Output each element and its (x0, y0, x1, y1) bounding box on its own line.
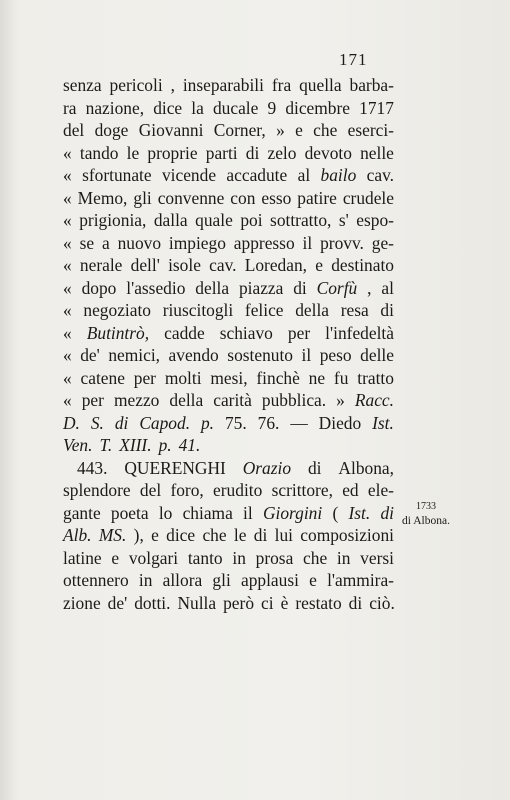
word: D. (63, 412, 80, 433)
word: Corner, (213, 120, 266, 140)
text-line (63, 277, 394, 300)
word: le (233, 525, 247, 545)
word: dice (153, 97, 183, 118)
word: mezzo (113, 390, 160, 410)
word: proprie (147, 142, 198, 163)
word: riuscitogli (162, 300, 234, 320)
word: ducale (212, 97, 259, 118)
word: se (79, 232, 95, 253)
word: devoto (304, 142, 352, 163)
word: doge (94, 120, 129, 140)
word: è (280, 592, 289, 613)
word: bailo (320, 165, 357, 185)
word: nazione, (85, 97, 145, 118)
word: sfortunate (82, 165, 152, 185)
word: S. (90, 412, 104, 433)
word: ci (261, 592, 274, 613)
word: de' (107, 592, 128, 613)
word: del (139, 480, 162, 500)
word: , (367, 277, 372, 298)
word: mesi, (210, 367, 248, 388)
word: l'assedio (126, 277, 186, 298)
word: ele- (367, 480, 394, 500)
margin-note-year: 1733 (416, 501, 436, 512)
word: lo (158, 502, 173, 523)
word: Butintrò, (86, 322, 150, 343)
word: in (138, 570, 153, 590)
word: al (297, 165, 311, 185)
word: fu (333, 367, 349, 388)
word: di (245, 142, 260, 163)
word: p. (200, 412, 215, 433)
word: « (63, 300, 72, 320)
word: Albona, (338, 457, 394, 478)
word: ra (63, 97, 77, 118)
word: Racc. (354, 390, 394, 410)
word: ne (308, 367, 326, 388)
word: dicembre (285, 97, 351, 118)
word: « (63, 322, 72, 343)
word: Nulla (177, 592, 217, 613)
word: Corfù (316, 277, 358, 298)
word: dopo (81, 277, 117, 298)
word: de' (80, 345, 100, 365)
word: provv. (320, 232, 364, 253)
word: ottennero (63, 570, 129, 590)
word: di (253, 525, 268, 545)
word: tratto (357, 367, 394, 388)
word: per (287, 322, 311, 343)
word: » (336, 390, 345, 410)
word: « (63, 277, 72, 298)
word: al (381, 277, 394, 298)
word: dice (166, 525, 196, 545)
word: splendore (63, 480, 131, 500)
word: nemici, (108, 345, 160, 365)
word: XIII. (119, 435, 152, 455)
page-number: 171 (339, 50, 368, 69)
text-line (63, 457, 394, 480)
word: gli (133, 187, 152, 208)
word: 1717 (359, 97, 394, 118)
word: ), (133, 525, 144, 545)
word: della (169, 390, 204, 410)
word: « (63, 367, 72, 388)
word: » (276, 120, 285, 140)
word: restato (295, 592, 342, 613)
word: piazza (238, 277, 284, 298)
word: Giorgini (262, 502, 323, 523)
word: pubblica. (261, 390, 327, 410)
word: scrittore, (271, 480, 333, 500)
word: e (295, 120, 303, 140)
word: foro, (170, 480, 204, 500)
word: barba- (349, 75, 394, 95)
word: cav. (209, 255, 237, 275)
body-text (63, 74, 394, 614)
word: in (232, 547, 246, 568)
word: latine (63, 547, 102, 568)
word: 41. (178, 435, 201, 455)
word: per (133, 367, 156, 388)
word: cadde (164, 322, 205, 343)
word: Ven. (63, 435, 93, 455)
text-line (63, 344, 394, 367)
word: poeta (110, 502, 149, 523)
text-line (63, 164, 394, 187)
word: resa (340, 300, 369, 320)
word: tanto (187, 547, 223, 568)
word: volgari (128, 547, 179, 568)
word: destinato (331, 255, 394, 275)
word: che (202, 525, 227, 545)
word: isole (168, 255, 201, 275)
text-line (63, 142, 394, 165)
word: fra (271, 75, 292, 95)
word: gante (63, 502, 101, 523)
word: allora (162, 570, 203, 590)
word: lui (274, 525, 293, 545)
word: nerale (79, 255, 123, 275)
word: nuovo (117, 232, 162, 253)
word: il (302, 232, 313, 253)
word: dalla (153, 210, 188, 230)
word: esso (261, 187, 292, 208)
word: erudito (213, 480, 263, 500)
word: dotti. (134, 592, 171, 613)
word: p. (158, 435, 172, 455)
word: s' (338, 210, 349, 230)
word: la (191, 97, 204, 118)
word: della (195, 277, 230, 298)
word: eserci- (347, 120, 394, 140)
word: inseparabili (182, 75, 264, 95)
word: tando (79, 142, 119, 163)
word: il (301, 345, 312, 365)
word: ge- (371, 232, 394, 253)
word: composizioni (300, 525, 394, 545)
word: negoziato (83, 300, 151, 320)
word: molti (164, 367, 202, 388)
word: quella (299, 75, 342, 95)
margin-note (396, 500, 456, 528)
word: applausi (240, 570, 299, 590)
word: versi (360, 547, 394, 568)
word: gli (212, 570, 231, 590)
word: QUERENGHI (124, 457, 226, 478)
word: Alb. (63, 525, 92, 545)
word: Memo, (77, 187, 128, 208)
text-line (63, 254, 394, 277)
word: « (63, 232, 72, 253)
word: pericoli (109, 75, 163, 95)
word: sostenuto (227, 345, 293, 365)
word: l'infedeltà (325, 322, 394, 343)
text-line (63, 547, 394, 570)
word: zione (63, 592, 101, 613)
word: 75. (224, 412, 247, 433)
text-line (63, 299, 394, 322)
word: prosa (255, 547, 294, 568)
word: le (126, 142, 140, 163)
word: zelo (267, 142, 297, 163)
word: crudele (342, 187, 394, 208)
word: convenne (157, 187, 225, 208)
word: di (348, 592, 363, 613)
word: senza (63, 75, 102, 95)
word: finchè (256, 367, 300, 388)
word: « (63, 255, 72, 275)
text-line (63, 569, 394, 592)
word: « (63, 390, 72, 410)
word: Ist. (348, 502, 371, 523)
text-line (63, 389, 394, 412)
word: MS. (98, 525, 127, 545)
word: « (63, 210, 72, 230)
word: ( (332, 502, 339, 523)
word: Ist. (372, 412, 394, 433)
word: avendo (168, 345, 219, 365)
word: l'ammira- (327, 570, 394, 590)
word: catene (80, 367, 125, 388)
margin-note-place: di Albona. (402, 515, 450, 527)
word: il (243, 502, 253, 523)
word: di (380, 300, 394, 320)
word: Diedo (318, 412, 362, 433)
word: accadute (226, 165, 288, 185)
word: del (63, 120, 85, 140)
word: Loredan, (244, 255, 308, 275)
word: parti (205, 142, 238, 163)
word: — (290, 412, 308, 433)
text-line (63, 502, 394, 525)
word: appresso (233, 232, 295, 253)
word: chiama (182, 502, 233, 523)
text-line (63, 119, 394, 142)
text-line (63, 367, 394, 390)
word: ed (342, 480, 359, 500)
word: quale (195, 210, 233, 230)
word: poi (240, 210, 263, 230)
word: , (170, 75, 175, 95)
word: vicende (161, 165, 217, 185)
word: cav. (366, 165, 394, 185)
text-line (63, 187, 394, 210)
word: T. (99, 435, 113, 455)
word: 9 (267, 97, 277, 118)
word: della (295, 300, 330, 320)
word: 443. (77, 457, 108, 478)
word: con (230, 187, 256, 208)
word: e (151, 525, 159, 545)
word: « (63, 142, 72, 163)
word: di (293, 277, 307, 298)
text-line (63, 434, 394, 457)
word: espo- (356, 210, 394, 230)
word: impiego (168, 232, 226, 253)
word: delle (360, 345, 394, 365)
text-line (63, 592, 394, 615)
text-line (63, 209, 394, 232)
word: schiavo (219, 322, 273, 343)
word: in (336, 547, 351, 568)
word: nelle (360, 142, 394, 163)
word: e (111, 547, 120, 568)
word: Giovanni (138, 120, 204, 140)
word: 76. (257, 412, 280, 433)
word: ciò. (369, 592, 395, 613)
word: e (315, 255, 323, 275)
word: Orazio (242, 457, 292, 478)
word: felice (244, 300, 284, 320)
word: per (81, 390, 104, 410)
word: a (101, 232, 110, 253)
word: patire (297, 187, 337, 208)
text-line (63, 479, 394, 502)
text-line (63, 524, 394, 547)
word: dell' (130, 255, 160, 275)
word: « (63, 345, 72, 365)
word: e (309, 570, 317, 590)
word: « (63, 165, 72, 185)
word: prigionia, (79, 210, 147, 230)
word: peso (319, 345, 352, 365)
text-line (63, 232, 394, 255)
word: però (223, 592, 255, 613)
word: « (63, 187, 72, 208)
text-line (63, 322, 394, 345)
word: Capod. (139, 412, 191, 433)
text-line (63, 412, 394, 435)
text-line (63, 97, 394, 120)
word: che (303, 547, 328, 568)
word: di (114, 412, 129, 433)
word: di (380, 502, 394, 523)
word: sottratto, (270, 210, 332, 230)
word: che (313, 120, 338, 140)
word: carità (213, 390, 252, 410)
text-line (63, 74, 394, 97)
word: di (307, 457, 322, 478)
